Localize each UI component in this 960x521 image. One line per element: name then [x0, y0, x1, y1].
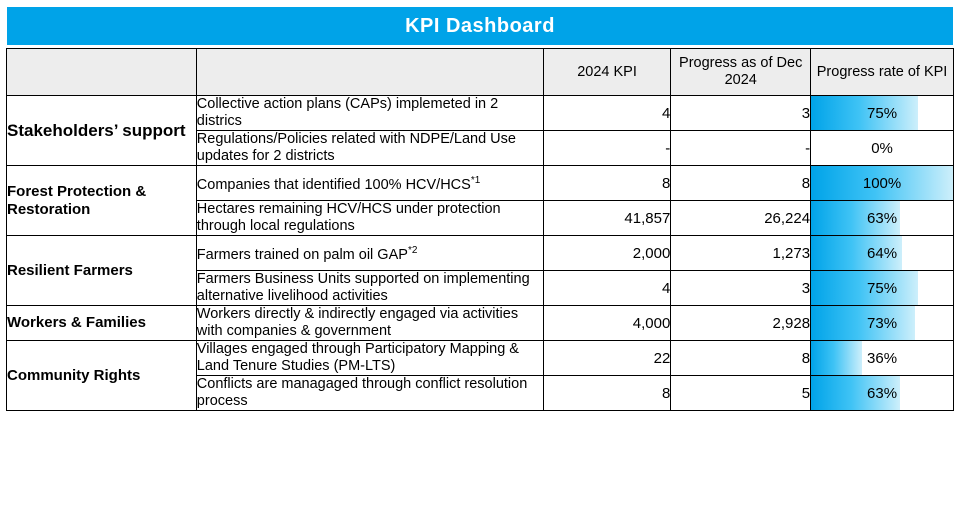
progress-rate-label: 0%	[871, 139, 893, 157]
progress-rate-cell	[811, 306, 954, 341]
indicator-footnote: *2	[407, 245, 418, 257]
progress-rate-cell	[811, 166, 954, 201]
header-kpi-2024: 2024 KPI	[543, 49, 671, 96]
header-progress-rate: Progress rate of KPI	[811, 49, 954, 96]
category-community-rights: Community Rights	[7, 341, 197, 411]
indicator-label: Workers directly & indirectly engaged via activities with companies & government	[196, 306, 543, 341]
progress-value: 8	[671, 166, 811, 201]
indicator-label: Collective action plans (CAPs) implemeted in 2 districs	[196, 96, 543, 131]
indicator-label: Conflicts are managaged through conflict resolution process	[196, 376, 543, 411]
category-workers-families: Workers & Families	[7, 306, 197, 341]
indicator-label: Farmers Business Units supported on implementing alternative livelihood activities	[196, 271, 543, 306]
progress-rate-cell	[811, 236, 954, 271]
progress-value: 1,273	[671, 236, 811, 271]
kpi-value: 8	[543, 376, 671, 411]
indicator-label: Villages engaged through Participatory Mapping & Land Tenure Studies (PM-LTS)	[196, 341, 543, 376]
progress-rate-bar	[811, 271, 917, 305]
progress-rate-label: 75%	[867, 279, 898, 297]
kpi-value: 8	[543, 166, 671, 201]
progress-value: 5	[671, 376, 811, 411]
progress-rate-label: 64%	[867, 244, 898, 262]
header-progress-dec-2024: Progress as of Dec 2024	[671, 49, 811, 96]
table-row	[7, 341, 954, 376]
indicator-footnote: *1	[470, 175, 481, 187]
progress-rate-label: 63%	[867, 209, 898, 227]
header-indicator-blank	[196, 49, 543, 96]
kpi-value: 4	[543, 96, 671, 131]
progress-rate-cell	[811, 376, 954, 411]
kpi-value: 4	[543, 271, 671, 306]
progress-rate-bar	[811, 306, 915, 340]
indicator-label: Regulations/Policies related with NDPE/Land Use updates for 2 districts	[196, 131, 543, 166]
kpi-value: 2,000	[543, 236, 671, 271]
progress-rate-label: 73%	[867, 314, 898, 332]
indicator-label	[196, 236, 543, 271]
indicator-label: Hectares remaining HCV/HCS under protection through local regulations	[196, 201, 543, 236]
progress-rate-label: 63%	[867, 384, 898, 402]
kpi-value: 22	[543, 341, 671, 376]
progress-value: 3	[671, 96, 811, 131]
table-row	[7, 166, 954, 201]
progress-rate-cell	[811, 131, 954, 166]
kpi-value: -	[543, 131, 671, 166]
indicator-text: Farmers trained on palm oil GAP	[196, 246, 408, 263]
kpi-value: 4,000	[543, 306, 671, 341]
category-forest-protection-restoration: Forest Protection & Restoration	[7, 166, 197, 236]
category-resilient-farmers: Resilient Farmers	[7, 236, 197, 306]
indicator-label	[196, 166, 543, 201]
header-category-blank	[7, 49, 197, 96]
table-header-row	[7, 49, 954, 96]
indicator-text: Companies that identified 100% HCV/HCS	[196, 176, 471, 193]
progress-rate-bar	[811, 96, 917, 130]
progress-rate-label: 100%	[862, 174, 902, 192]
table-row	[7, 96, 954, 131]
progress-value: -	[671, 131, 811, 166]
progress-rate-cell	[811, 201, 954, 236]
kpi-table	[6, 48, 954, 411]
progress-rate-label: 36%	[867, 349, 898, 367]
progress-rate-cell	[811, 271, 954, 306]
progress-value: 3	[671, 271, 811, 306]
page-title: KPI Dashboard	[6, 6, 954, 46]
progress-rate-label: 75%	[867, 104, 898, 122]
progress-rate-cell	[811, 96, 954, 131]
category-stakeholders-support: Stakeholders’ support	[7, 96, 197, 166]
table-row	[7, 306, 954, 341]
progress-rate-bar	[811, 341, 862, 375]
progress-value: 26,224	[671, 201, 811, 236]
table-row	[7, 236, 954, 271]
progress-value: 8	[671, 341, 811, 376]
progress-rate-cell	[811, 341, 954, 376]
kpi-value: 41,857	[543, 201, 671, 236]
progress-value: 2,928	[671, 306, 811, 341]
